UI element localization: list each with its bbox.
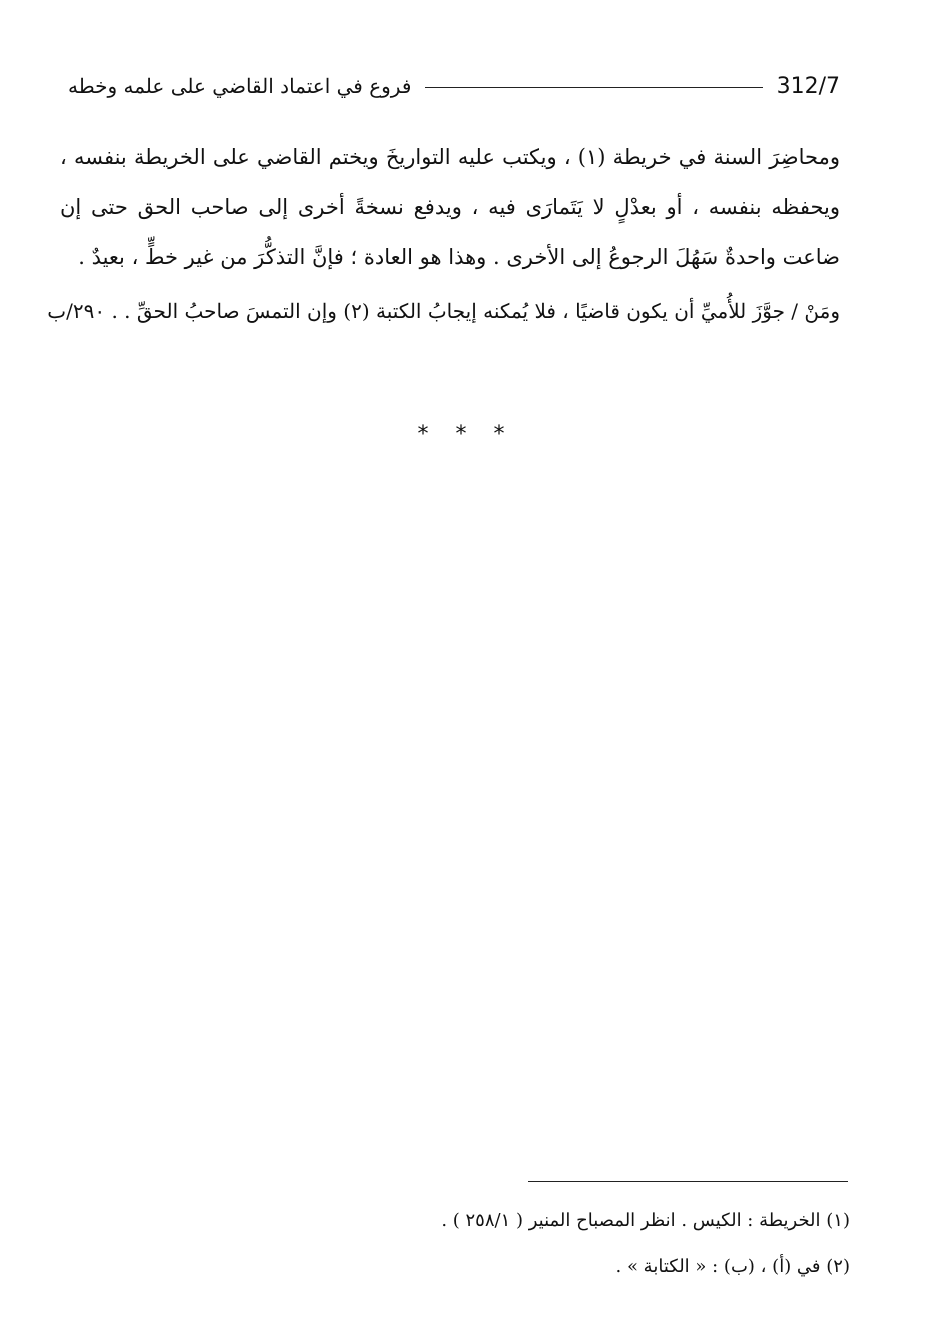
text-line: ضاعت واحدةٌ سَهُلَ الرجوعُ إلى الأخرى . وهذا هو العادة ؛ فإنَّ التذكُّرَ من غير خطٍّ ، بعيدٌ . [78, 245, 840, 269]
section-separator: * * * [417, 422, 515, 447]
footnotes [300, 1198, 850, 1290]
page-header [68, 66, 840, 106]
footnote-rule [528, 1181, 848, 1182]
running-title: فروع في اعتماد القاضي على علمه وخطه [68, 74, 412, 98]
page-number: 312/7 [776, 73, 840, 99]
footnote-item: (١) الخريطة : الكيس . انظر المصباح المنير ( ٢٥٨/١ ) . [441, 1210, 850, 1231]
footnote-item: (٢) في (أ) ، (ب) : « الكتابة » . [615, 1256, 850, 1277]
text-line: ومحاضِرَ السنة في خريطة (١) ، ويكتب عليه التواريخَ ويختم القاضي على الخريطة بنفسه ، [60, 145, 840, 169]
header-rule [425, 87, 762, 88]
main-paragraph [60, 132, 840, 282]
text-line: ويحفظه بنفسه ، أو بعدْلٍ لا يَتَمارَى فيه ، ويدفع نسخةً أخرى إلى صاحب الحق حتى إن [60, 195, 840, 219]
second-paragraph: ومَنْ / جوَّزَ للأُميِّ أن يكون قاضيًا ، فلا يُمكنه إيجابُ الكتبة (٢) وإن التمسَ صاحبُ الحقِّ . . ٢٩٠/ب [47, 299, 840, 323]
